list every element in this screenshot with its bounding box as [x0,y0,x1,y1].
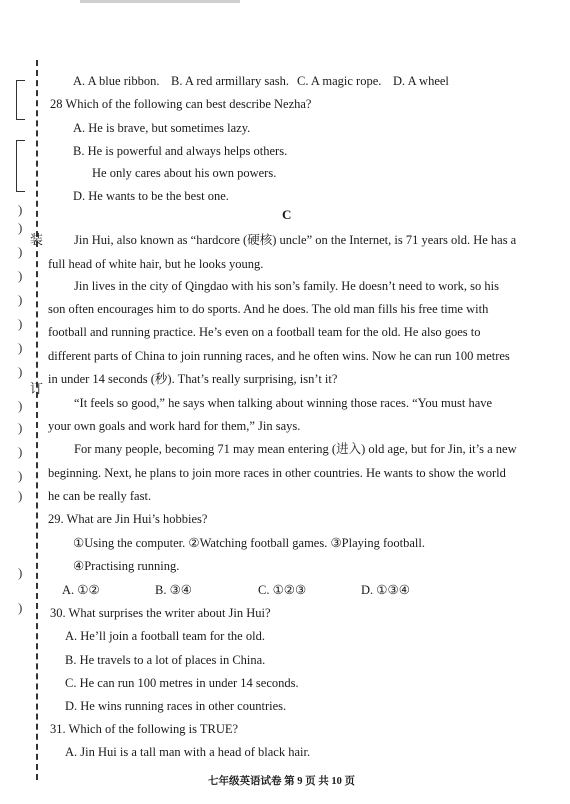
gutter-zhuang: 装 [30,232,44,247]
gutter-paren: ) [18,316,23,331]
passage-line: Jin lives in the city of Qingdao with his son’s family. He doesn’t need to work, so his [74,279,499,293]
q28-question: 28 Which of the following can best describe Nezha? [50,97,312,111]
gutter-paren: ) [18,600,23,615]
binding-line [36,60,38,780]
q30-option-d: D. He wins running races in other countries. [65,699,287,713]
gutter-paren: ) [18,420,23,435]
q30-option-a: A. He’ll join a football team for the old. [65,629,265,643]
gutter-bracket [16,80,25,120]
gutter-paren: ) [18,398,23,413]
q27-option-a: A. A blue ribbon. [73,74,160,88]
page-footer: 七年级英语试卷 第 9 页 共 10 页 [208,776,355,787]
gutter-paren: ) [18,565,23,580]
passage-line: son often encourages him to do sports. And he does. The old man fills his free time with [48,302,489,316]
gutter-paren: ) [18,244,23,259]
passage-line: For many people, becoming 71 may mean entering (进入) old age, but for Jin, it’s a new [74,442,517,456]
q27-option-b: B. A red armillary sash. [171,74,290,88]
gutter-paren: ) [18,340,23,355]
q30-option-c: C. He can run 100 metres in under 14 seconds. [65,676,299,690]
passage-line: full head of white hair, but he looks young. [48,257,264,271]
q28-option-b: B. He is powerful and always helps others. [73,144,288,158]
q29-items: ④Practising running. [73,559,180,573]
q28-option-c: He only cares about his own powers. [92,166,277,180]
q30-option-b: B. He travels to a lot of places in China. [65,653,266,667]
q28-option-a: A. He is brave, but sometimes lazy. [73,121,251,135]
gutter-paren: ) [18,268,23,283]
passage-line: Jin Hui, also known as “hardcore (硬核) uncle” on the Internet, is 71 years old. He has a [74,233,517,247]
q28-option-d: D. He wants to be the best one. [73,189,229,203]
section-title: C [282,207,292,222]
gutter-bracket [16,140,25,192]
q27-option-d: D. A wheel [393,74,449,88]
passage-line: “It feels so good,” he says when talking about winning those races. “You must have [74,396,493,410]
q29-option-d: D. ①③④ [361,583,410,597]
q31-question: 31. Which of the following is TRUE? [50,722,239,736]
passage-line: your own goals and work hard for them,” Jin says. [48,419,301,433]
q27-option-c: C. A magic rope. [297,74,382,88]
q29-question: 29. What are Jin Hui’s hobbies? [48,512,208,526]
gutter-ding: 订 [30,381,44,396]
q29-items: ①Using the computer. ②Watching football games. ③Playing football. [73,536,425,550]
gutter-paren: ) [18,220,23,235]
passage-line: different parts of China to join running races, and he often wins. Now he can run 100 metres [48,349,510,363]
scan-edge [80,0,240,3]
q31-option-a: A. Jin Hui is a tall man with a head of black hair. [65,745,311,759]
q29-option-b: B. ③④ [155,583,192,597]
passage-line: beginning. Next, he plans to join more races in other countries. He wants to show the world [48,466,506,480]
gutter-paren: ) [18,364,23,379]
q29-option-c: C. ①②③ [258,583,307,597]
passage-line: football and running practice. He’s even on a football team for the old. He also goes to [48,325,481,339]
gutter-paren: ) [18,488,23,503]
gutter-paren: ) [18,292,23,307]
q30-question: 30. What surprises the writer about Jin Hui? [50,606,271,620]
gutter-paren: ) [18,468,23,483]
gutter-paren: ) [18,444,23,459]
passage-line: he can be really fast. [48,489,152,503]
passage-line: in under 14 seconds (秒). That’s really surprising, isn’t it? [48,372,338,386]
q29-option-a: A. ①② [62,583,100,597]
gutter-paren: ) [18,202,23,217]
